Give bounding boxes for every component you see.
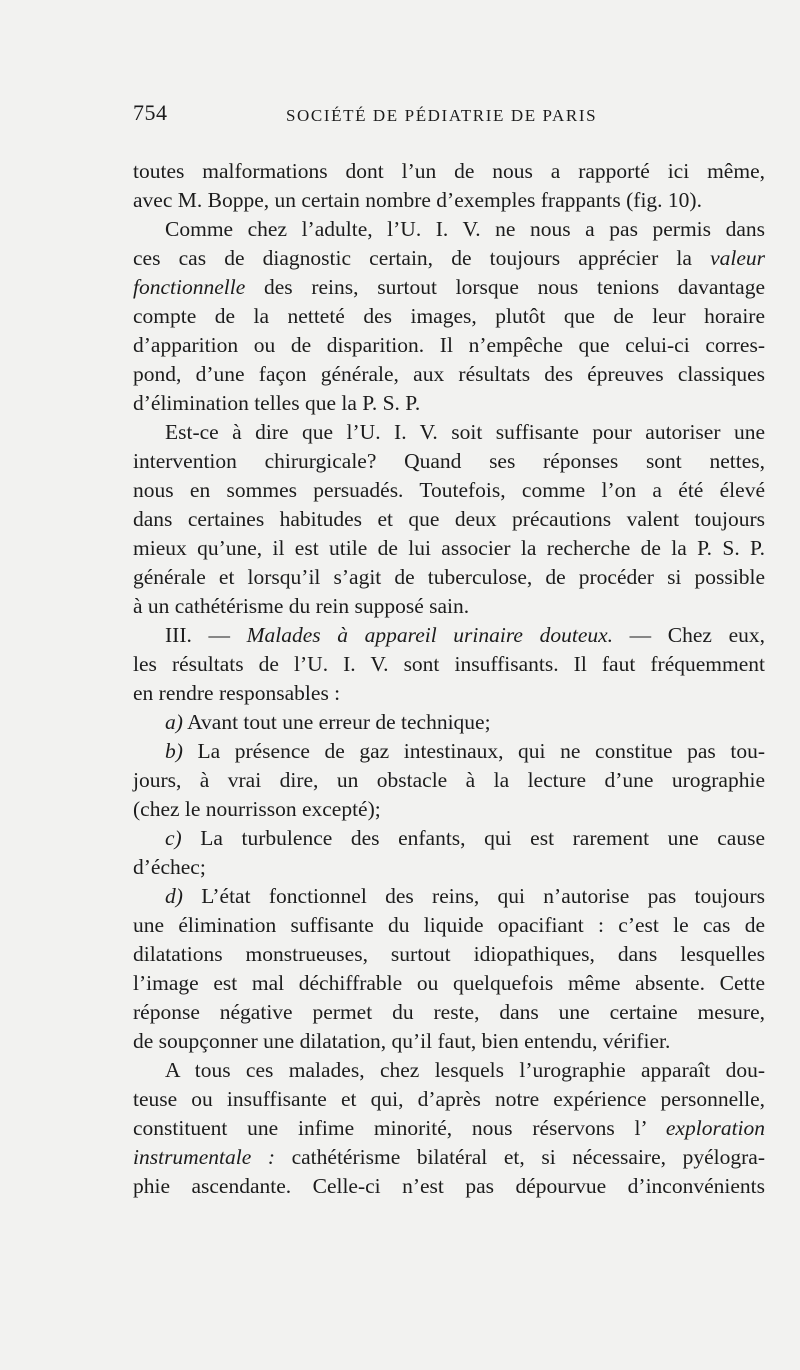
line-text: L’état fonctionnel des reins, qui n’autorise pas toujours <box>182 884 765 908</box>
line-text: l’image est mal déchiffrable ou quelquefois même absente. Cette <box>133 971 765 995</box>
italic-text: valeur <box>710 246 765 270</box>
line-text: d’apparition ou de disparition. Il n’empêche que celui-ci corres- <box>133 333 765 357</box>
line-text: réponse négative permet du reste, dans une certaine mesure, <box>133 1000 765 1024</box>
text-line <box>133 302 765 331</box>
text-line <box>133 447 765 476</box>
line-text: toutes malformations dont l’un de nous a rapporté ici même, <box>133 159 765 183</box>
line-text: intervention chirurgicale? Quand ses réponses sont nettes, <box>133 449 765 473</box>
line-text: à un cathétérisme du rein supposé sain. <box>133 594 470 618</box>
text-line <box>133 882 765 911</box>
text-line <box>133 534 765 563</box>
text-line <box>133 389 765 418</box>
text-line <box>133 708 765 737</box>
text-line <box>133 1143 765 1172</box>
line-text: en rendre responsables : <box>133 681 341 705</box>
text-line <box>133 795 765 824</box>
italic-text: exploration <box>665 1116 766 1140</box>
italic-text: d) <box>165 884 183 908</box>
line-text: dans certaines habitudes et que deux précautions valent toujours <box>133 507 765 531</box>
line-text: ces cas de diagnostic certain, de toujours apprécier la <box>133 246 692 270</box>
text-line <box>133 969 765 998</box>
line-text: les résultats de l’U. I. V. sont insuffisants. Il faut fréquemment <box>133 652 765 676</box>
line-text: pond, d’une façon générale, aux résultats des épreuves classiques <box>133 362 765 386</box>
text-line <box>133 476 765 505</box>
text-line <box>133 911 765 940</box>
line-text: jours, à vrai dire, un obstacle à la lecture d’une urographie <box>133 768 765 792</box>
italic-text: a) <box>165 710 183 734</box>
text-line <box>133 418 765 447</box>
line-text: (chez le nourrisson excepté); <box>133 797 381 821</box>
text-line <box>133 1085 765 1114</box>
line-text: A tous ces malades, chez lesquels l’urographie apparaît dou- <box>165 1058 765 1082</box>
text-line <box>133 1027 765 1056</box>
text-line <box>133 853 765 882</box>
line-text: d’échec; <box>133 855 206 879</box>
text-line <box>133 737 765 766</box>
text-line <box>133 621 765 650</box>
text-line <box>133 1172 765 1201</box>
text-line <box>133 592 765 621</box>
line-text: — Chez eux, <box>613 623 765 647</box>
text-line <box>133 360 765 389</box>
text-line <box>133 824 765 853</box>
line-text: La turbulence des enfants, qui est rarement une cause <box>181 826 765 850</box>
line-text: Avant tout une erreur de technique; <box>182 710 491 734</box>
line-text: dilatations monstrueuses, surtout idiopathiques, dans lesquelles <box>133 942 765 966</box>
text-line <box>133 650 765 679</box>
text-line <box>133 331 765 360</box>
text-line <box>133 1056 765 1085</box>
text-line <box>133 766 765 795</box>
italic-text: b) <box>165 739 183 763</box>
text-line <box>133 563 765 592</box>
line-text: des reins, surtout lorsque nous tenions davantage <box>245 275 765 299</box>
line-text: La présence de gaz intestinaux, qui ne constitue pas tou- <box>182 739 765 763</box>
line-text: cathétérisme bilatéral et, si nécessaire, pyélogra- <box>275 1145 765 1169</box>
line-text: une élimination suffisante du liquide opacifiant : c’est le cas de <box>133 913 765 937</box>
line-text: Comme chez l’adulte, l’U. I. V. ne nous a pas permis dans <box>165 217 765 241</box>
line-text: constituent une infime minorité, nous réservons l’ <box>133 1116 647 1140</box>
text-line <box>133 505 765 534</box>
text-line <box>133 244 765 273</box>
text-line <box>133 679 765 708</box>
body-text <box>133 157 765 1201</box>
line-text: générale et lorsqu’il s’agit de tuberculose, de procéder si possible <box>133 565 765 589</box>
italic-text: c) <box>165 826 182 850</box>
line-text: nous en sommes persuadés. Toutefois, comme l’on a été élevé <box>133 478 765 502</box>
line-text: d’élimination telles que la P. S. P. <box>133 391 421 415</box>
line-text: avec M. Boppe, un certain nombre d’exemples frappants (fig. 10). <box>133 188 702 212</box>
text-line <box>133 215 765 244</box>
line-text: Est-ce à dire que l’U. I. V. soit suffisante pour autoriser une <box>165 420 765 444</box>
italic-text: Malades à appareil urinaire douteux. <box>246 623 614 647</box>
line-text: de soupçonner une dilatation, qu’il faut, bien entendu, vérifier. <box>133 1029 671 1053</box>
text-line <box>133 186 765 215</box>
running-title: SOCIÉTÉ DE PÉDIATRIE DE PARIS <box>286 106 598 125</box>
text-line <box>133 940 765 969</box>
page-header <box>0 100 800 140</box>
line-text: mieux qu’une, il est utile de lui associer la recherche de la P. S. P. <box>133 536 765 560</box>
line-text: phie ascendante. Celle-ci n’est pas dépourvue d’inconvénients <box>133 1174 765 1198</box>
text-line <box>133 1114 765 1143</box>
line-text: teuse ou insuffisante et qui, d’après notre expérience personnelle, <box>133 1087 765 1111</box>
italic-text: instrumentale : <box>133 1145 275 1169</box>
italic-text: fonctionnelle <box>133 275 246 299</box>
text-line <box>133 273 765 302</box>
text-line <box>133 998 765 1027</box>
text-line <box>133 157 765 186</box>
line-text: compte de la netteté des images, plutôt que de leur horaire <box>133 304 765 328</box>
page-number: 754 <box>133 100 168 125</box>
line-text: III. — <box>165 623 247 647</box>
